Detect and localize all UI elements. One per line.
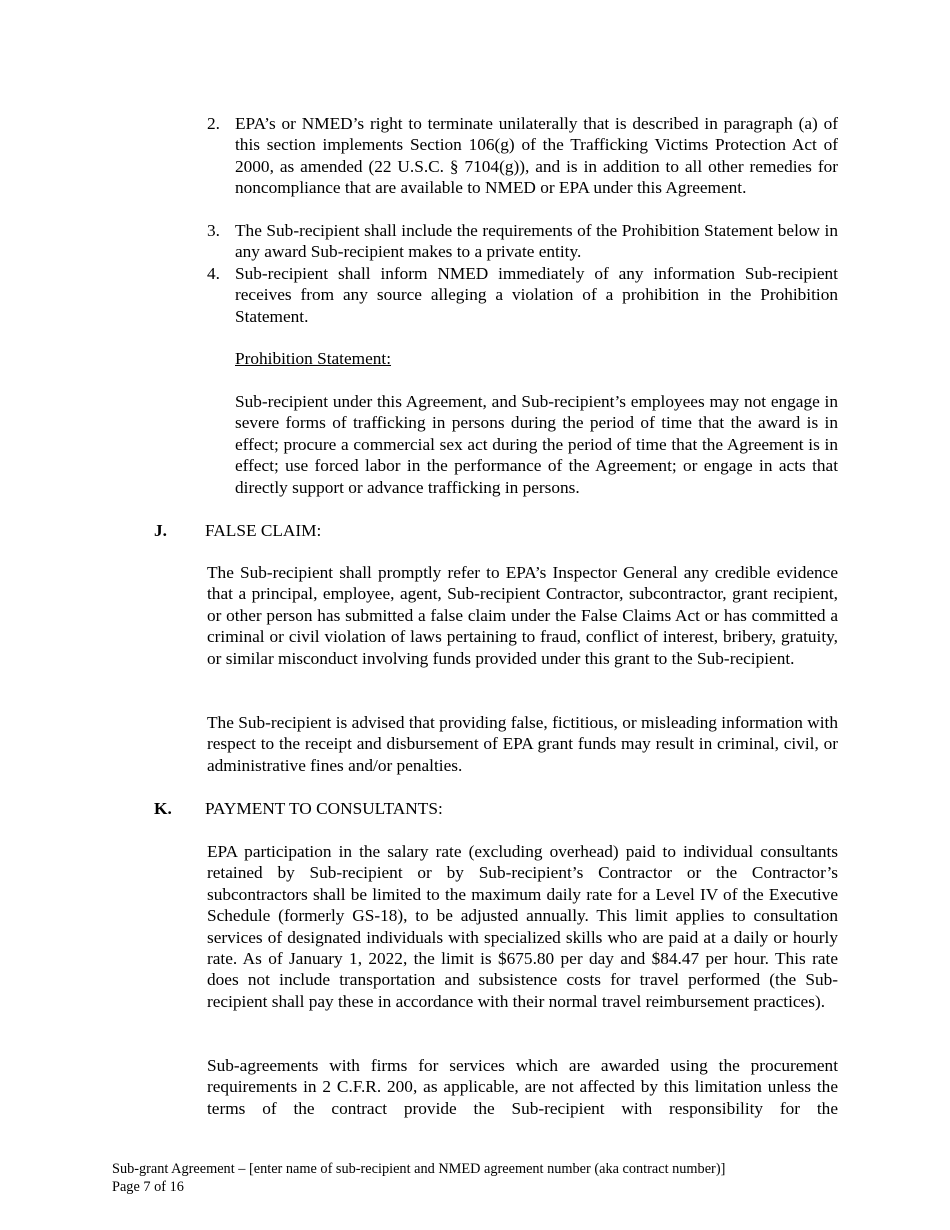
prohibition-text: Sub-recipient under this Agreement, and Sub-recipient’s employees may not engage in severe forms of trafficking in persons during the period of time that the award is in effect; procure a commercial sex act during the period of time that the Agreement is in effect; use forced labor in the performance of the Agreement; or engage in acts that directly support or advance trafficking in persons. (235, 392, 838, 497)
list-item-text: Sub-recipient shall inform NMED immediately of any information Sub-recipient receives from any source alleging a violation of a prohibition in the Prohibition Statement. (235, 264, 838, 326)
section-title: FALSE CLAIM: (205, 521, 322, 540)
section-letter: K. (154, 799, 172, 818)
section-j-paragraph-1: The Sub-recipient shall promptly refer to EPA’s Inspector General any credible evidence that a principal, employee, agent, Sub-recipient Contractor, subcontractor, grant recipient, or other person has submitted a false claim under the False Claims Act or has committed a criminal or civil violation of laws pertaining to fraud, conflict of interest, bribery, gratuity, or similar misconduct involving funds provided under this grant to the Sub-recipient. (207, 563, 838, 668)
list-item-text: EPA’s or NMED’s right to terminate unilaterally that is described in paragraph (a) of this section implements Section 106(g) of the Trafficking Victims Protection Act of 2000, as amended (22 U.S.C. § 7104(g)), and is in addition to all other remedies for noncompliance that are available to NMED or EPA under this Agreement. (235, 114, 838, 198)
list-item-3 (207, 220, 838, 263)
list-item-number: 2. (207, 114, 220, 133)
prohibition-heading: Prohibition Statement: (235, 349, 392, 368)
section-title: PAYMENT TO CONSULTANTS: (205, 799, 443, 818)
section-letter: J. (154, 521, 167, 540)
page-footer (112, 1161, 725, 1197)
list-item-number: 4. (207, 264, 220, 283)
footer-agreement-line: Sub-grant Agreement – [enter name of sub-recipient and NMED agreement number (aka contract number)] (112, 1161, 726, 1177)
footer-page-number: Page 7 of 16 (112, 1178, 184, 1195)
section-k-paragraph-2: Sub-agreements with firms for services which are awarded using the procurement requirements in 2 C.F.R. 200, as applicable, are not affected by this limitation unless the terms of the contract provide the Sub-recipient with responsibility for the (207, 1056, 838, 1118)
list-item-number: 3. (207, 221, 220, 240)
list-item-4 (207, 263, 838, 327)
list-item-text: The Sub-recipient shall include the requirements of the Prohibition Statement below in any award Sub-recipient makes to a private entity. (235, 221, 838, 262)
section-j-paragraph-2: The Sub-recipient is advised that providing false, fictitious, or misleading information with respect to the receipt and disbursement of EPA grant funds may result in criminal, civil, or administrative fines and/or penalties. (207, 713, 838, 775)
list-item-2 (207, 113, 838, 199)
section-k-paragraph-1: EPA participation in the salary rate (excluding overhead) paid to individual consultants retained by Sub-recipient or by Sub-recipient’s Contractor or the Contractor’s subcontractors shall be limited to the maximum daily rate for a Level IV of the Executive Schedule (formerly GS-18), to be adjusted annually. This limit applies to consultation services of designated individuals with specialized skills who are paid at a daily or hourly rate. As of January 1, 2022, the limit is $675.80 per day and $84.47 per hour. This rate does not include transportation and subsistence costs for travel performed (the Sub-recipient shall pay these in accordance with their normal travel reimbursement practices). (207, 842, 838, 1011)
